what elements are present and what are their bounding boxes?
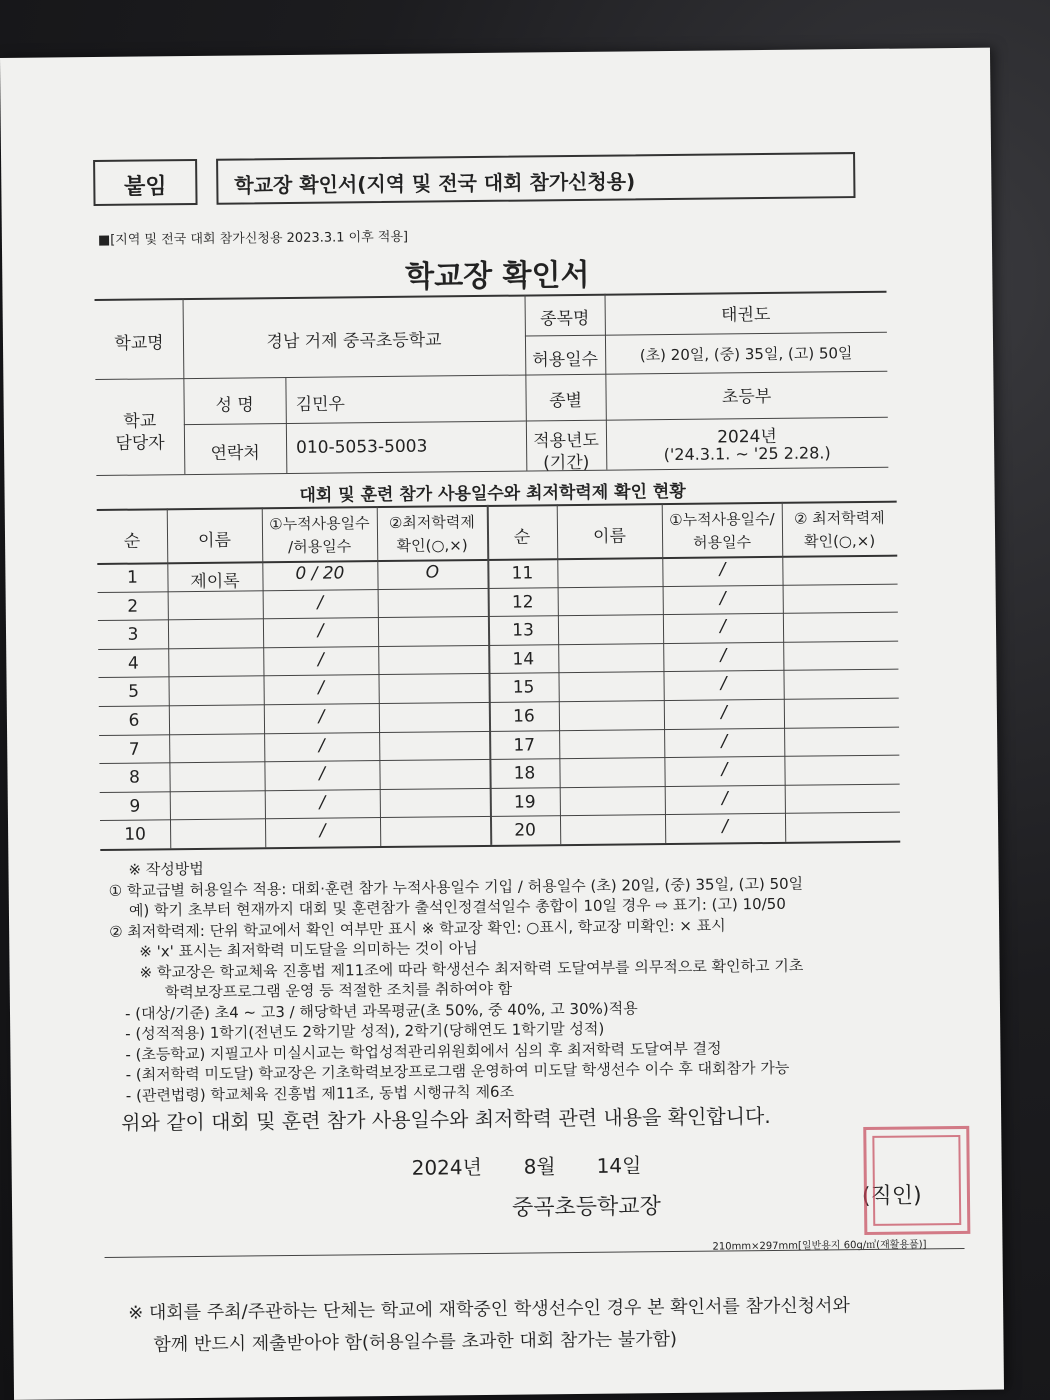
row-name [168, 623, 263, 624]
attachment-tag: 붙임 [123, 174, 167, 200]
instruction-line: ② 최저학력제: 단위 학교에서 확인 여부만 표시 ※ 학교장 확인: ○표시, 학교장 미확인: × 표시 [109, 915, 726, 941]
instruction-line: - (성적적용) 1학기(전년도 2학기말 성적), 2학기(당해연도 1학기말 성적) [125, 1019, 605, 1043]
usage-table-bottom-border [100, 841, 900, 851]
row-num: 4 [127, 653, 139, 674]
paper-spec: 210mm×297mm[일반용지 60g/㎡(재활용품)] [712, 1239, 927, 1253]
instruction-line: 예) 학기 초부터 현재까지 대회 및 훈련참가 출석인정결석일수 총합이 10일 경우 ⇨ 표기: (고) 10/50 [128, 894, 786, 920]
row-min-check [785, 815, 900, 816]
row-min-check [782, 558, 897, 559]
document-title: 학교장 확인서 [404, 257, 590, 295]
row-name [168, 595, 263, 596]
col-header-num-right: 순 [513, 527, 531, 548]
seal-inner-frame [872, 1135, 961, 1226]
row-name [559, 734, 664, 735]
row-days: / [317, 620, 324, 641]
divider [525, 332, 887, 337]
row-name [560, 819, 665, 820]
row-days: / [318, 706, 325, 727]
row-name [557, 562, 662, 563]
instruction-line: - (대상/기준) 초4 ~ 고3 / 해당학년 과목평균(초 50%, 중 40%, 고 30%)적용 [124, 998, 638, 1023]
date-month: 8월 [523, 1154, 556, 1179]
row-min-check: O [425, 562, 440, 583]
col-header-days-right-line2: 허용일수 [693, 533, 752, 552]
form-title: 학교장 확인서(지역 및 전국 대회 참가신청용) [234, 169, 636, 198]
col-header-name-right: 이름 [593, 526, 627, 547]
row-name [170, 795, 265, 796]
row-min-check [783, 672, 898, 673]
manager-label-line2: 담당자 [115, 433, 165, 454]
row-name [560, 791, 665, 792]
year-value-line2: ('24.3.1. ~ '25 2.28.) [663, 443, 831, 465]
row-num: 14 [512, 649, 535, 670]
row-days: / [720, 645, 727, 666]
row-name [558, 648, 663, 649]
row-name [558, 619, 663, 620]
row-num: 7 [128, 739, 140, 760]
col-header-days-line2: /허용일수 [288, 537, 352, 557]
divider [95, 371, 887, 380]
row-days: / [721, 759, 728, 780]
row-days: / [721, 788, 728, 809]
division-value: 초등부 [721, 386, 772, 408]
row-num: 15 [512, 677, 535, 699]
confirmation-statement: 위와 같이 대회 및 훈련 참가 사용일수와 최저학력 관련 내용을 확인합니다. [121, 1103, 771, 1135]
row-days: / [720, 616, 726, 637]
row-num: 3 [127, 624, 139, 645]
manager-label-line1: 학교 [123, 411, 157, 432]
row-num: 12 [511, 592, 534, 613]
row-days: / [722, 816, 729, 837]
row-name [169, 709, 264, 710]
row-num: 13 [512, 620, 534, 641]
instruction-line: - (초등학교) 지필고사 미실시교는 학업성적관리위원회에서 심의 후 최저학력 도달여부 결정 [125, 1038, 722, 1064]
row-days: / [318, 735, 325, 756]
row-num: 17 [513, 735, 536, 756]
row-min-check [783, 586, 898, 587]
row-days: / [721, 731, 728, 752]
usage-table-caption: 대회 및 훈련 참가 사용일수와 최저학력제 확인 현황 [299, 481, 686, 506]
col-header-min-right-line1: ② 최저학력제 [793, 508, 885, 528]
row-num: 20 [514, 820, 537, 842]
row-name [170, 824, 265, 825]
allowed-days-value: (초) 20일, (중) 35일, (고) 50일 [639, 344, 853, 365]
row-min-check [380, 791, 490, 792]
instruction-line: ① 학교급별 허용일수 적용: 대회·훈련 참가 누적사용일수 기입 / 허용일수 (초) 20일, (중) 35일, (고) 50일 [108, 874, 804, 900]
row-days: / [720, 673, 727, 694]
row-num: 8 [129, 767, 141, 788]
row-days: / [317, 592, 324, 613]
row-num: 1 [126, 567, 138, 588]
row-num: 6 [128, 710, 140, 731]
row-days: / [318, 678, 325, 699]
footer-note-line2: 함께 반드시 제출받아야 함(허용일수를 초과한 대회 참가는 불가함) [153, 1328, 678, 1356]
row-name [559, 762, 664, 763]
row-min-check [378, 619, 488, 620]
row-days: / [720, 702, 727, 723]
divider [184, 421, 526, 426]
row-min-check [379, 734, 489, 735]
school-label: 학교명 [114, 333, 164, 354]
row-name: 제이록 [190, 571, 240, 593]
row-min-check [784, 758, 899, 759]
instruction-line: ※ 'x' 표시는 최저학력 미도달을 의미하는 것이 아님 [139, 939, 478, 961]
row-min-check [783, 615, 898, 616]
row-min-check [379, 705, 489, 706]
row-name [559, 676, 664, 677]
row-min-check [379, 762, 489, 763]
row-name [169, 738, 264, 739]
row-num: 2 [127, 596, 139, 617]
row-min-check [379, 676, 489, 677]
event-label: 종목명 [540, 308, 590, 330]
col-header-num: 순 [123, 531, 141, 552]
row-days: / [317, 649, 324, 670]
date-day: 14일 [596, 1153, 642, 1178]
row-min-check [785, 786, 900, 787]
seal-label: (직인) [861, 1183, 922, 1210]
col-header-name: 이름 [198, 530, 232, 551]
name-label: 성 명 [215, 395, 254, 416]
applicability-note: ■[지역 및 전국 대회 참가신청용 2023.3.1 이후 적용] [97, 229, 409, 248]
document-paper [0, 48, 1004, 1400]
row-num: 16 [512, 706, 535, 727]
instruction-line: ※ 학교장은 학교체육 진흥법 제11조에 따라 학생선수 최저학력 도달여부를 의무적으로 확인하고 기초 [139, 956, 804, 982]
instruction-line: 학력보장프로그램 운영 등 적절한 조치를 취하여야 함 [164, 979, 513, 1002]
row-days: / [319, 792, 326, 813]
row-min-check [380, 819, 490, 820]
col-header-min-line1: ②최저학력제 [388, 513, 475, 532]
event-value: 태권도 [720, 304, 771, 326]
row-name [169, 681, 264, 682]
principal-name: 중곡초등학교장 [511, 1194, 661, 1221]
footer-divider [105, 1248, 965, 1258]
attachment-tag-box [93, 159, 197, 206]
contact-value: 010-5053-5003 [295, 436, 428, 458]
row-num: 11 [511, 563, 534, 584]
row-num: 10 [124, 824, 147, 846]
row-num: 9 [129, 796, 141, 817]
col-header-min-right-line2: 확인(○,×) [803, 531, 876, 551]
row-name [559, 705, 664, 706]
row-name [558, 591, 663, 592]
name-value: 김민우 [295, 394, 346, 415]
contact-label: 연락처 [210, 443, 260, 464]
allowed-days-label: 허용일수 [532, 349, 599, 371]
row-days: / [719, 588, 726, 609]
division-label: 종별 [549, 390, 583, 412]
row-num: 5 [128, 681, 140, 703]
row-days: / [319, 821, 326, 842]
row-days: / [719, 559, 726, 580]
row-num: 19 [513, 792, 536, 813]
usage-table [97, 501, 901, 849]
footer-note-line1: ※ 대회를 주최/주관하는 단체는 학교에 재학중인 학생선수인 경우 본 확인서를 참가신청서와 [128, 1295, 850, 1324]
year-label-line2: (기간) [543, 452, 590, 474]
school-value: 경남 거제 중곡초등학교 [266, 330, 442, 353]
row-min-check [783, 643, 898, 644]
row-num: 18 [513, 763, 536, 784]
row-name [169, 766, 264, 767]
col-header-days-right-line1: ①누적사용일수/ [669, 509, 775, 530]
row-min-check [784, 701, 899, 702]
col-header-days-line1: ①누적사용일수 [269, 514, 370, 534]
year-value-line1: 2024년 [717, 426, 777, 448]
row-min-check [378, 591, 488, 592]
row-days: 0 / 20 [295, 563, 345, 584]
instruction-line: - (관련법령) 학교체육 진흥법 제11조, 동법 시행규칙 제6조 [125, 1082, 515, 1105]
official-school-seal [863, 1126, 970, 1235]
row-min-check [784, 729, 899, 730]
col-header-min-line2: 확인(○,×) [396, 536, 468, 555]
instruction-line: ※ 작성방법 [128, 859, 204, 879]
divider [96, 467, 888, 476]
year-label-line1: 적용년도 [533, 430, 599, 452]
row-name [168, 652, 263, 653]
date-year: 2024년 [411, 1155, 482, 1180]
instruction-line: - (최저학력 미도달) 학교장은 기초학력보장프로그램 운영하여 미도달 학생선수 이수 후 대회참가 가능 [125, 1058, 790, 1084]
row-days: / [319, 763, 325, 784]
form-title-box [216, 152, 855, 205]
row-min-check [378, 648, 488, 649]
